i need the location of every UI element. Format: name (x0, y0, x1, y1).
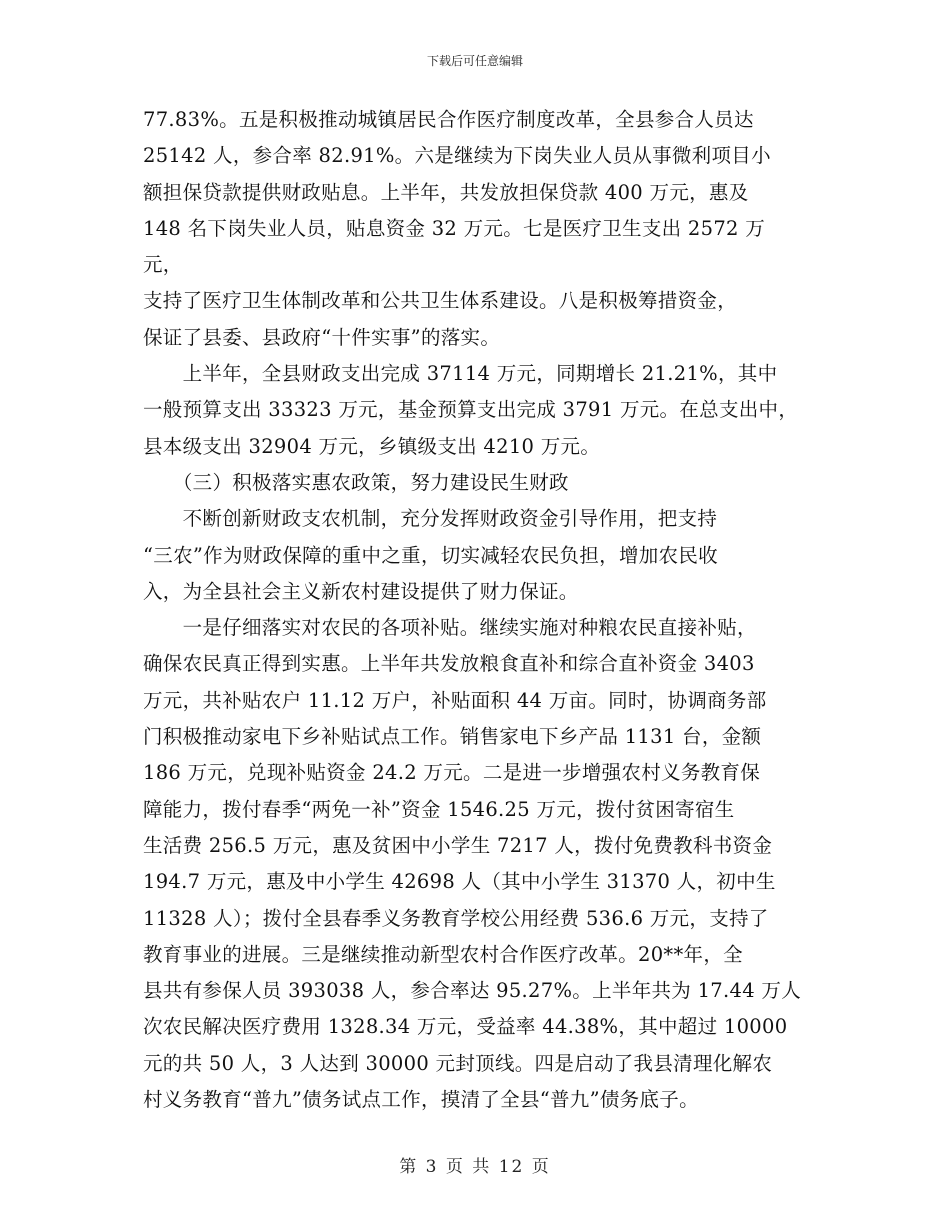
text-line: 入，为全县社会主义新农村建设提供了财力保证。 (143, 579, 579, 603)
text-line: 11328 人）；拨付全县春季义务教育学校公用经费 536.6 万元，支持了 (143, 906, 769, 930)
text-line: 村义务教育“普九”债务试点工作，摸清了全县“普九”债务底子。 (143, 1088, 699, 1112)
text-line: 一般预算支出 33323 万元，基金预算支出完成 3791 万元。在总支出中， (143, 398, 799, 422)
text-line: 县本级支出 32904 万元，乡镇级支出 4210 万元。 (143, 434, 601, 458)
text-line: 县共有参保人员 393038 人，参合率达 95.27%。上半年共为 17.44 万人 (143, 979, 802, 1003)
text-line: 186 万元，兑现补贴资金 24.2 万元。二是进一步增强农村义务教育保 (143, 761, 761, 785)
page-header: 下载后可任意编辑 (426, 54, 523, 68)
document-body (143, 102, 803, 1118)
text-line: 上半年，全县财政支出完成 37114 万元，同期增长 21.21%，其中 (143, 362, 778, 386)
text-line: 门积极推动家电下乡补贴试点工作。销售家电下乡产品 1131 台，金额 (143, 725, 762, 749)
section-heading: （三）积极落实惠农政策，努力建设民生财政 (143, 470, 569, 494)
text-line: “三农”作为财政保障的重中之重，切实减轻农民负担，增加农民收 (143, 543, 718, 567)
text-line: 万元，共补贴农户 11.12 万户，补贴面积 44 万亩。同时，协调商务部 (143, 688, 767, 712)
text-line: 不断创新财政支农机制，充分发挥财政资金引导作用，把支持 (143, 507, 718, 531)
text-line: 元的共 50 人，3 人达到 30000 元封顶线。四是启动了我县清理化解农 (143, 1051, 773, 1075)
text-line: 生活费 256.5 万元，惠及贫困中小学生 7217 人，拨付免费教科书资金 (143, 833, 773, 857)
text-line: 支持了医疗卫生体制改革和公共卫生体系建设。八是积极筹措资金， (143, 289, 738, 313)
text-line: 额担保贷款提供财政贴息。上半年，共发放担保贷款 400 万元，惠及 (143, 180, 749, 204)
text-line: 25142 人，参合率 82.91%。六是继续为下岗失业人员从事微利项目小 (143, 144, 771, 168)
text-line: 保证了县委、县政府“十件实事”的落实。 (143, 325, 501, 349)
text-line: 148 名下岗失业人员，贴息资金 32 万元。七是医疗卫生支出 2572 万元， (143, 216, 766, 277)
text-line: 次农民解决医疗费用 1328.34 万元，受益率 44.38%，其中超过 10000 (143, 1015, 788, 1039)
text-line: 确保农民真正得到实惠。上半年共发放粮食直补和综合直补资金 3403 (143, 652, 755, 676)
text-line: 障能力，拨付春季“两免一补”资金 1546.25 万元，拨付贫困寄宿生 (143, 797, 735, 821)
text-line: 77.83%。五是积极推动城镇居民合作医疗制度改革，全县参合人员达 (143, 108, 754, 131)
page-number-footer: 第 3 页 共 12 页 (399, 1157, 551, 1177)
text-line: 一是仔细落实对农民的各项补贴。继续实施对种粮农民直接补贴， (143, 616, 757, 640)
text-line: 教育事业的进展。三是继续推动新型农村合作医疗改革。20**年，全 (143, 942, 743, 966)
text-line: 194.7 万元，惠及中小学生 42698 人（其中小学生 31370 人，初中生 (143, 870, 776, 894)
